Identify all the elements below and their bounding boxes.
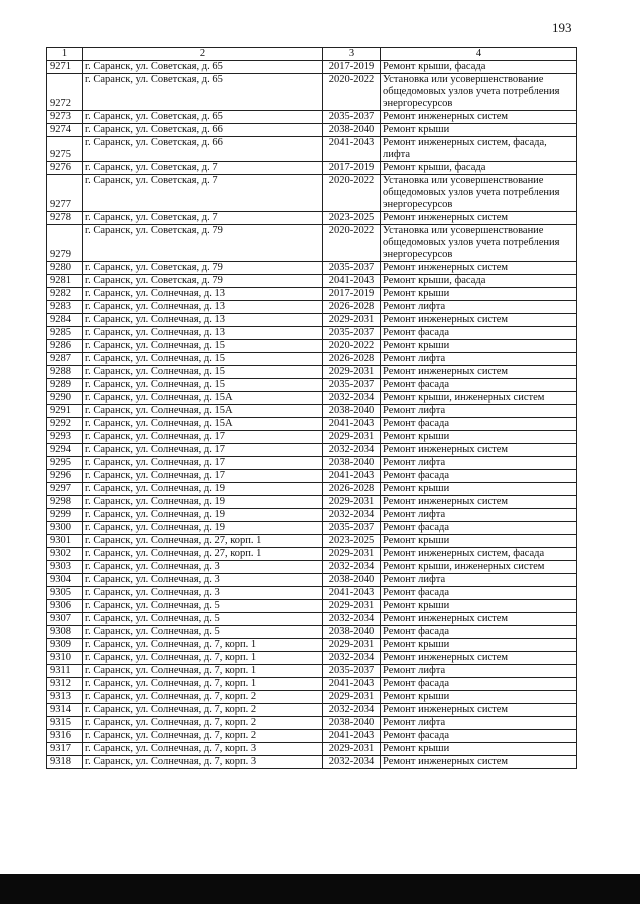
period-cell: 2029-2031 <box>323 366 381 379</box>
work-type-cell: Ремонт лифта <box>381 574 577 587</box>
row-number-cell: 9286 <box>47 340 83 353</box>
work-type-cell: Ремонт лифта <box>381 457 577 470</box>
work-type-cell: Ремонт фасада <box>381 626 577 639</box>
row-number-cell: 9308 <box>47 626 83 639</box>
work-type-cell: Ремонт крыши, фасада <box>381 162 577 175</box>
work-type-cell: Ремонт инженерных систем <box>381 704 577 717</box>
address-cell: г. Саранск, ул. Советская, д. 7 <box>83 162 323 175</box>
table-row <box>47 496 577 509</box>
table-row <box>47 212 577 225</box>
work-type-cell: Ремонт крыши <box>381 483 577 496</box>
address-cell: г. Саранск, ул. Советская, д. 79 <box>83 275 323 288</box>
work-type-cell: Ремонт крыши, инженерных систем <box>381 561 577 574</box>
table-row <box>47 301 577 314</box>
table-row <box>47 483 577 496</box>
row-number-cell: 9297 <box>47 483 83 496</box>
work-type-cell: Ремонт крыши <box>381 124 577 137</box>
table-row <box>47 353 577 366</box>
column-header-1: 1 <box>47 48 83 61</box>
work-type-cell: Ремонт крыши, фасада <box>381 275 577 288</box>
row-number-cell: 9280 <box>47 262 83 275</box>
table-row <box>47 613 577 626</box>
period-cell: 2038-2040 <box>323 626 381 639</box>
period-cell: 2032-2034 <box>323 561 381 574</box>
period-cell: 2032-2034 <box>323 756 381 769</box>
table-row <box>47 717 577 730</box>
work-type-cell: Ремонт крыши <box>381 288 577 301</box>
work-type-cell: Ремонт фасада <box>381 730 577 743</box>
address-cell: г. Саранск, ул. Солнечная, д. 19 <box>83 496 323 509</box>
address-cell: г. Саранск, ул. Советская, д. 66 <box>83 124 323 137</box>
address-cell: г. Саранск, ул. Солнечная, д. 3 <box>83 574 323 587</box>
period-cell: 2041-2043 <box>323 730 381 743</box>
period-cell: 2035-2037 <box>323 665 381 678</box>
period-cell: 2035-2037 <box>323 327 381 340</box>
period-cell: 2017-2019 <box>323 288 381 301</box>
period-cell: 2026-2028 <box>323 483 381 496</box>
work-type-cell: Ремонт инженерных систем <box>381 262 577 275</box>
row-number-cell: 9307 <box>47 613 83 626</box>
table-row <box>47 626 577 639</box>
address-cell: г. Саранск, ул. Советская, д. 65 <box>83 74 323 111</box>
address-cell: г. Саранск, ул. Солнечная, д. 13 <box>83 301 323 314</box>
address-cell: г. Саранск, ул. Солнечная, д. 17 <box>83 431 323 444</box>
work-type-cell: Ремонт лифта <box>381 665 577 678</box>
work-type-cell: Ремонт крыши <box>381 535 577 548</box>
table-row <box>47 262 577 275</box>
address-cell: г. Саранск, ул. Солнечная, д. 15 <box>83 379 323 392</box>
work-type-cell: Ремонт фасада <box>381 587 577 600</box>
work-type-cell: Ремонт крыши <box>381 600 577 613</box>
address-cell: г. Саранск, ул. Солнечная, д. 7, корп. 2 <box>83 730 323 743</box>
period-cell: 2020-2022 <box>323 340 381 353</box>
address-cell: г. Саранск, ул. Солнечная, д. 7, корп. 1 <box>83 652 323 665</box>
row-number-cell: 9274 <box>47 124 83 137</box>
row-number-cell: 9295 <box>47 457 83 470</box>
address-cell: г. Саранск, ул. Солнечная, д. 17 <box>83 457 323 470</box>
address-cell: г. Саранск, ул. Солнечная, д. 7, корп. 1 <box>83 665 323 678</box>
address-cell: г. Саранск, ул. Советская, д. 79 <box>83 262 323 275</box>
period-cell: 2035-2037 <box>323 111 381 124</box>
period-cell: 2041-2043 <box>323 470 381 483</box>
table-row <box>47 275 577 288</box>
row-number-cell: 9284 <box>47 314 83 327</box>
table-row <box>47 639 577 652</box>
table-row <box>47 522 577 535</box>
period-cell: 2029-2031 <box>323 600 381 613</box>
work-type-cell: Ремонт лифта <box>381 301 577 314</box>
table-row <box>47 162 577 175</box>
period-cell: 2041-2043 <box>323 418 381 431</box>
period-cell: 2023-2025 <box>323 535 381 548</box>
row-number-cell: 9291 <box>47 405 83 418</box>
period-cell: 2026-2028 <box>323 301 381 314</box>
work-type-cell: Установка или усовершенствование общедомовых узлов учета потребления энергоресурсов <box>381 74 577 111</box>
period-cell: 2029-2031 <box>323 639 381 652</box>
address-cell: г. Саранск, ул. Солнечная, д. 15А <box>83 392 323 405</box>
scan-bottom-edge <box>0 874 640 904</box>
work-type-cell: Ремонт инженерных систем <box>381 111 577 124</box>
address-cell: г. Саранск, ул. Солнечная, д. 15 <box>83 353 323 366</box>
table-row <box>47 392 577 405</box>
table-row <box>47 704 577 717</box>
address-cell: г. Саранск, ул. Солнечная, д. 13 <box>83 288 323 301</box>
table-header-row <box>47 48 577 61</box>
row-number-cell: 9311 <box>47 665 83 678</box>
table-row <box>47 175 577 212</box>
row-number-cell: 9318 <box>47 756 83 769</box>
row-number-cell: 9309 <box>47 639 83 652</box>
period-cell: 2038-2040 <box>323 717 381 730</box>
row-number-cell: 9312 <box>47 678 83 691</box>
table-row <box>47 379 577 392</box>
work-type-cell: Ремонт лифта <box>381 405 577 418</box>
work-type-cell: Ремонт инженерных систем, фасада <box>381 548 577 561</box>
table-row <box>47 509 577 522</box>
period-cell: 2035-2037 <box>323 379 381 392</box>
period-cell: 2041-2043 <box>323 587 381 600</box>
row-number-cell: 9285 <box>47 327 83 340</box>
row-number-cell: 9296 <box>47 470 83 483</box>
period-cell: 2029-2031 <box>323 548 381 561</box>
period-cell: 2041-2043 <box>323 678 381 691</box>
address-cell: г. Саранск, ул. Солнечная, д. 15 <box>83 340 323 353</box>
row-number-cell: 9276 <box>47 162 83 175</box>
period-cell: 2029-2031 <box>323 691 381 704</box>
period-cell: 2020-2022 <box>323 74 381 111</box>
address-cell: г. Саранск, ул. Солнечная, д. 15А <box>83 405 323 418</box>
period-cell: 2020-2022 <box>323 225 381 262</box>
row-number-cell: 9304 <box>47 574 83 587</box>
work-type-cell: Ремонт лифта <box>381 717 577 730</box>
address-cell: г. Саранск, ул. Солнечная, д. 27, корп. 1 <box>83 535 323 548</box>
period-cell: 2017-2019 <box>323 61 381 74</box>
work-type-cell: Ремонт крыши <box>381 743 577 756</box>
row-number-cell: 9310 <box>47 652 83 665</box>
table-row <box>47 730 577 743</box>
address-cell: г. Саранск, ул. Солнечная, д. 5 <box>83 600 323 613</box>
address-cell: г. Саранск, ул. Солнечная, д. 27, корп. 1 <box>83 548 323 561</box>
work-type-cell: Установка или усовершенствование общедомовых узлов учета потребления энергоресурсов <box>381 175 577 212</box>
address-cell: г. Саранск, ул. Солнечная, д. 7, корп. 2 <box>83 691 323 704</box>
period-cell: 2038-2040 <box>323 574 381 587</box>
address-cell: г. Саранск, ул. Солнечная, д. 17 <box>83 470 323 483</box>
row-number-cell: 9290 <box>47 392 83 405</box>
row-number-cell: 9292 <box>47 418 83 431</box>
period-cell: 2041-2043 <box>323 137 381 162</box>
table-row <box>47 652 577 665</box>
work-type-cell: Ремонт фасада <box>381 418 577 431</box>
address-cell: г. Саранск, ул. Солнечная, д. 15 <box>83 366 323 379</box>
address-cell: г. Саранск, ул. Солнечная, д. 13 <box>83 314 323 327</box>
row-number-cell: 9316 <box>47 730 83 743</box>
row-number-cell: 9302 <box>47 548 83 561</box>
table-row <box>47 587 577 600</box>
table-row <box>47 61 577 74</box>
work-type-cell: Ремонт инженерных систем <box>381 314 577 327</box>
table-body <box>47 61 577 769</box>
work-type-cell: Ремонт фасада <box>381 470 577 483</box>
table-row <box>47 548 577 561</box>
row-number-cell: 9282 <box>47 288 83 301</box>
row-number-cell: 9281 <box>47 275 83 288</box>
table-row <box>47 431 577 444</box>
period-cell: 2017-2019 <box>323 162 381 175</box>
period-cell: 2029-2031 <box>323 743 381 756</box>
table-row <box>47 665 577 678</box>
row-number-cell: 9300 <box>47 522 83 535</box>
row-number-cell: 9275 <box>47 137 83 162</box>
row-number-cell: 9314 <box>47 704 83 717</box>
row-number-cell: 9272 <box>47 74 83 111</box>
address-cell: г. Саранск, ул. Советская, д. 65 <box>83 61 323 74</box>
table-row <box>47 691 577 704</box>
table-row <box>47 288 577 301</box>
period-cell: 2035-2037 <box>323 522 381 535</box>
table-row <box>47 600 577 613</box>
period-cell: 2035-2037 <box>323 262 381 275</box>
work-type-cell: Ремонт фасада <box>381 379 577 392</box>
table-row <box>47 678 577 691</box>
address-cell: г. Саранск, ул. Солнечная, д. 5 <box>83 613 323 626</box>
row-number-cell: 9305 <box>47 587 83 600</box>
table-row <box>47 561 577 574</box>
work-type-cell: Ремонт инженерных систем <box>381 366 577 379</box>
work-type-cell: Ремонт инженерных систем <box>381 496 577 509</box>
table-row <box>47 74 577 111</box>
table-row <box>47 340 577 353</box>
work-type-cell: Ремонт инженерных систем <box>381 444 577 457</box>
address-cell: г. Саранск, ул. Солнечная, д. 15А <box>83 418 323 431</box>
row-number-cell: 9299 <box>47 509 83 522</box>
work-type-cell: Ремонт инженерных систем <box>381 613 577 626</box>
period-cell: 2026-2028 <box>323 353 381 366</box>
work-type-cell: Установка или усовершенствование общедомовых узлов учета потребления энергоресурсов <box>381 225 577 262</box>
work-type-cell: Ремонт инженерных систем <box>381 212 577 225</box>
table-row <box>47 225 577 262</box>
work-type-cell: Ремонт лифта <box>381 509 577 522</box>
period-cell: 2032-2034 <box>323 444 381 457</box>
row-number-cell: 9293 <box>47 431 83 444</box>
row-number-cell: 9294 <box>47 444 83 457</box>
address-cell: г. Саранск, ул. Солнечная, д. 19 <box>83 483 323 496</box>
row-number-cell: 9288 <box>47 366 83 379</box>
table-row <box>47 124 577 137</box>
address-cell: г. Саранск, ул. Советская, д. 7 <box>83 212 323 225</box>
page-number: 193 <box>552 20 572 35</box>
work-type-cell: Ремонт фасада <box>381 678 577 691</box>
table-row <box>47 405 577 418</box>
table-row <box>47 137 577 162</box>
table-row <box>47 535 577 548</box>
address-cell: г. Саранск, ул. Солнечная, д. 7, корп. 2 <box>83 704 323 717</box>
address-cell: г. Саранск, ул. Солнечная, д. 19 <box>83 509 323 522</box>
row-number-cell: 9271 <box>47 61 83 74</box>
work-type-cell: Ремонт фасада <box>381 522 577 535</box>
address-cell: г. Саранск, ул. Солнечная, д. 17 <box>83 444 323 457</box>
row-number-cell: 9278 <box>47 212 83 225</box>
address-cell: г. Саранск, ул. Солнечная, д. 7, корп. 3 <box>83 743 323 756</box>
column-header-2: 2 <box>83 48 323 61</box>
table-row <box>47 470 577 483</box>
address-cell: г. Саранск, ул. Солнечная, д. 7, корп. 1 <box>83 639 323 652</box>
table-row <box>47 743 577 756</box>
table-row <box>47 314 577 327</box>
row-number-cell: 9283 <box>47 301 83 314</box>
work-type-cell: Ремонт инженерных систем <box>381 756 577 769</box>
table-row <box>47 444 577 457</box>
table-row <box>47 366 577 379</box>
work-type-cell: Ремонт лифта <box>381 353 577 366</box>
work-type-cell: Ремонт крыши <box>381 639 577 652</box>
row-number-cell: 9289 <box>47 379 83 392</box>
row-number-cell: 9315 <box>47 717 83 730</box>
work-type-cell: Ремонт крыши <box>381 691 577 704</box>
period-cell: 2032-2034 <box>323 392 381 405</box>
row-number-cell: 9273 <box>47 111 83 124</box>
period-cell: 2041-2043 <box>323 275 381 288</box>
address-cell: г. Саранск, ул. Солнечная, д. 7, корп. 3 <box>83 756 323 769</box>
work-type-cell: Ремонт инженерных систем, фасада, лифта <box>381 137 577 162</box>
period-cell: 2032-2034 <box>323 509 381 522</box>
period-cell: 2029-2031 <box>323 314 381 327</box>
row-number-cell: 9277 <box>47 175 83 212</box>
period-cell: 2029-2031 <box>323 431 381 444</box>
table-row <box>47 756 577 769</box>
address-cell: г. Саранск, ул. Солнечная, д. 5 <box>83 626 323 639</box>
period-cell: 2023-2025 <box>323 212 381 225</box>
row-number-cell: 9287 <box>47 353 83 366</box>
table-row <box>47 457 577 470</box>
period-cell: 2032-2034 <box>323 704 381 717</box>
address-cell: г. Саранск, ул. Солнечная, д. 19 <box>83 522 323 535</box>
address-cell: г. Саранск, ул. Советская, д. 79 <box>83 225 323 262</box>
address-cell: г. Саранск, ул. Солнечная, д. 3 <box>83 587 323 600</box>
row-number-cell: 9301 <box>47 535 83 548</box>
table-row <box>47 418 577 431</box>
period-cell: 2029-2031 <box>323 496 381 509</box>
repair-schedule-table <box>46 47 577 769</box>
address-cell: г. Саранск, ул. Солнечная, д. 3 <box>83 561 323 574</box>
work-type-cell: Ремонт крыши <box>381 431 577 444</box>
row-number-cell: 9298 <box>47 496 83 509</box>
work-type-cell: Ремонт крыши, фасада <box>381 61 577 74</box>
row-number-cell: 9303 <box>47 561 83 574</box>
column-header-4: 4 <box>381 48 577 61</box>
address-cell: г. Саранск, ул. Солнечная, д. 7, корп. 2 <box>83 717 323 730</box>
row-number-cell: 9317 <box>47 743 83 756</box>
address-cell: г. Саранск, ул. Советская, д. 66 <box>83 137 323 162</box>
period-cell: 2038-2040 <box>323 457 381 470</box>
period-cell: 2020-2022 <box>323 175 381 212</box>
table-row <box>47 111 577 124</box>
address-cell: г. Саранск, ул. Советская, д. 65 <box>83 111 323 124</box>
row-number-cell: 9279 <box>47 225 83 262</box>
work-type-cell: Ремонт крыши <box>381 340 577 353</box>
period-cell: 2038-2040 <box>323 124 381 137</box>
period-cell: 2032-2034 <box>323 652 381 665</box>
row-number-cell: 9313 <box>47 691 83 704</box>
table-row <box>47 327 577 340</box>
period-cell: 2038-2040 <box>323 405 381 418</box>
work-type-cell: Ремонт крыши, инженерных систем <box>381 392 577 405</box>
row-number-cell: 9306 <box>47 600 83 613</box>
address-cell: г. Саранск, ул. Солнечная, д. 13 <box>83 327 323 340</box>
address-cell: г. Саранск, ул. Советская, д. 7 <box>83 175 323 212</box>
period-cell: 2032-2034 <box>323 613 381 626</box>
work-type-cell: Ремонт фасада <box>381 327 577 340</box>
table-row <box>47 574 577 587</box>
work-type-cell: Ремонт инженерных систем <box>381 652 577 665</box>
address-cell: г. Саранск, ул. Солнечная, д. 7, корп. 1 <box>83 678 323 691</box>
column-header-3: 3 <box>323 48 381 61</box>
